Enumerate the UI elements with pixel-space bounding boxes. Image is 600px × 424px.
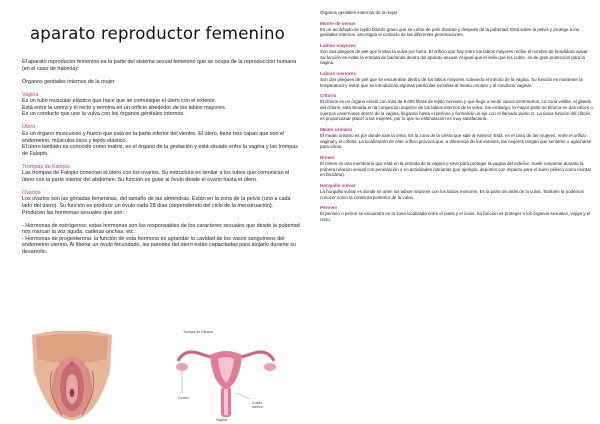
external-organs-heading: Órganos genitales externos de la mujer: [320, 10, 398, 15]
internal-organs-heading: Órganos genitales internos de la mujer: [22, 78, 115, 85]
figures-area: [0, 327, 306, 424]
section-heading-clitoris: Clítoris: [320, 93, 337, 99]
section-line: Es un tubo muscular elástico que hace que se comunique el útero con el exterior.: [22, 98, 217, 105]
section-text: El meato urinario es por donde sale la orina. Es la zona de la uretra que sale al exterior. Está, en el caso de las mujeres, entre el orificio vaginal y el clítoris. La localización de este orificio provoca que, a diferencia de los varones, las mujeres tengan que sentarse o agacharse para orinar.: [320, 132, 592, 150]
label-cuello: Cuello uterino: [252, 401, 263, 409]
section-line: Las trompas de Falopio conectan el útero con los ovarios. Su estructura es similar a los tubos que comunican el útero con la parte interior del abdomen. Su función es guiar al óvulo desde el ovario hasta el útero.: [22, 170, 290, 183]
section-heading-horquilla: Horquilla vulvar: [320, 183, 356, 189]
right-page: [306, 0, 600, 424]
section-text: La horquilla vulvar es donde se unen los labios mayores con los labios menores. Es la parte de atrás de la vulva. También la podemos conocer como la comisura posterior de la vulva.: [320, 188, 584, 200]
section-line: Los ovarios son las gónadas femeninas, del tamaño de las almendras. Están en la zona de la pelvis (uno a cada lado del útero). Su función es producir un óvulo cada 28 días (dependiendo del ciclo de la menstruación).: [22, 196, 291, 210]
section-heading-vagina: Vagina: [22, 91, 39, 98]
section-line: Es un conducto que une la vulva con los órganos genitales internos.: [22, 111, 185, 118]
section-line: - Hormonas de estrógenos: estas hormonas son las responsables de los caracteres sexuales que desde la pubertad nos marcan la voz aguda, caderas anchas, etc.: [22, 222, 300, 236]
section-heading-trompas: Trompas de Falopio: [22, 163, 70, 170]
section-line: - Hormonas de progesterona: la función de esta hormona es agrandar la cavidad de los vasos sanguíneos del endometrio uterino. Al liberar un óvulo fecundado, las paredes del útero están capacitadas para alojarlo durante su desarrollo.: [22, 235, 296, 255]
section-text: Son dos pliegues de piel que se encuentran dentro de los labios mayores rodeando el introito de la vagina. Su función es mantener la temperatura y evitar que se introduzcan algunas partículas extrañas al meato urinario y al conducto vaginal.: [320, 76, 583, 88]
section-line: El útero también es conocido como matriz, es el órgano de la gestación y está situado entre la vagina y las trompas de Falopio.: [22, 144, 298, 157]
uterus-diagram: [170, 339, 282, 423]
section-text: Son dos pliegues de piel que limitan la vulva por fuera. El orificio que hay entre los labios mayores recibe el nombre de hendidura vulvar. Su función es evitar la entrada de bacterias dentro del aparato sexual. Al igual que el vello que los cubre, es de gran protección para la vagina.: [320, 48, 589, 66]
right-body: [320, 10, 594, 223]
section-text: El perineo o periné se encuentra en la zona localizada entre el pubis y el coxis. Su función es proteger a los órganos sexuales, vejiga y el recto.: [320, 211, 591, 222]
section-heading-perineo: Perineo: [320, 205, 338, 211]
section-line: Es un órgano musculoso y hueco que está en la parte inferior del vientre. El útero, tiene tres capas que son el endometrio, músculos lisos y tejido elástico.: [22, 131, 285, 144]
section-text: El himen es una membrana que está en la entrada de la vagina y sirve para proteger la vagina del exterior. Suele romperse durante la primera relación sexual con penetración o en actividades rutinarias (por ejemplo, deportes con impacto para el suelo pélvico como montar en bicicleta).: [320, 160, 592, 178]
section-text: El clítoris es un órgano eréctil con más de 8.000 fibras de tejido nervioso y que llega a medir varios centímetros. La zona visible, el glande del clítoris, está situada en la conjunción superior de los labios internos de la vulva. Sin embargo, la mayor parte se bifurca en dos raíces o cuerpos cavernosos dentro de la vagina, llegando hasta el perineo y formando un eje con el llamado punto G. La única función del clítoris es proporcionar placer a las mujeres, por lo que su estimulación es muy satisfactoria.: [320, 99, 593, 122]
section-heading-monte: Monte de venus: [320, 20, 356, 26]
section-heading-labios-menores: Labios menores: [320, 71, 356, 77]
section-line: Producen las hormonas sexuales que son:: [22, 209, 124, 216]
page-title: aparato reproductor femenino: [30, 24, 285, 43]
intro-text: El aparato reproductor femenino es la parte del sistema sexual femenino que se ocupa de la reproducción humana (en el caso de haberla):: [22, 59, 297, 72]
section-line: Está entre la uretra y el recto y termina en un orificio alrededor de los labios mayores.: [22, 104, 227, 111]
label-trompa: Trompa de Falopio: [183, 330, 214, 334]
section-heading-ovarios: Ovarios: [22, 189, 41, 196]
section-heading-utero: Útero: [22, 124, 36, 131]
vulva-illustration: [26, 331, 118, 421]
section-text: Es un acolchado de tejido blando graso que se cubre de pelo durante y después de la pubertad. Está sobre la pelvis y protege a los genitales internos, amortigua el contacto de las diferentes penetraciones.: [320, 26, 580, 38]
section-heading-labios-mayores: Labios mayores: [320, 43, 356, 49]
label-ovario: Ovario: [178, 396, 189, 400]
section-heading-himen: Himen: [320, 155, 335, 161]
left-body: [22, 59, 300, 255]
label-vagina: Vagina: [216, 418, 227, 422]
section-heading-meato: Meato urinario: [320, 127, 353, 133]
